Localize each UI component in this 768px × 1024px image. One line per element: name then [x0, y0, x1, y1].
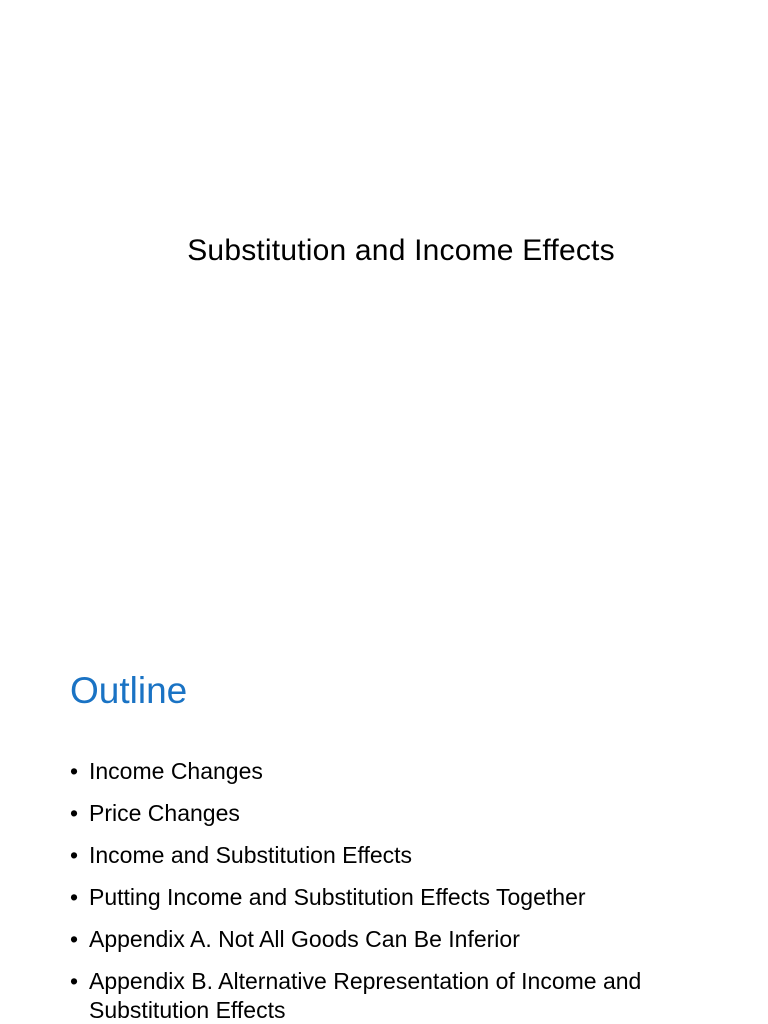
outline-item-label: Price Changes [89, 800, 240, 826]
outline-heading: Outline [70, 670, 188, 711]
outline-item-income-changes [70, 757, 710, 786]
outline-item-putting-together [70, 883, 710, 912]
outline-item-label: Putting Income and Substitution Effects Together [89, 884, 586, 910]
bullet-icon: • [70, 926, 79, 952]
slide-title: Substitution and Income Effects [187, 234, 615, 267]
bullet-icon: • [70, 968, 79, 994]
bullet-icon: • [70, 842, 79, 868]
outline-slide [0, 640, 768, 1024]
outline-item-income-substitution [70, 841, 710, 870]
bullet-icon: • [70, 800, 79, 826]
outline-item-price-changes [70, 799, 710, 828]
outline-item-label: Appendix A. Not All Goods Can Be Inferior [89, 926, 520, 952]
outline-item-appendix-a [70, 925, 710, 954]
bullet-icon: • [70, 884, 79, 910]
outline-item-appendix-b [70, 967, 710, 1024]
outline-list [70, 757, 710, 1024]
outline-item-label: Income Changes [89, 758, 263, 784]
outline-item-label: Appendix B. Alternative Representation of Income and Substitution Effects [89, 968, 642, 1023]
bullet-icon: • [70, 758, 79, 784]
outline-item-label: Income and Substitution Effects [89, 842, 413, 868]
